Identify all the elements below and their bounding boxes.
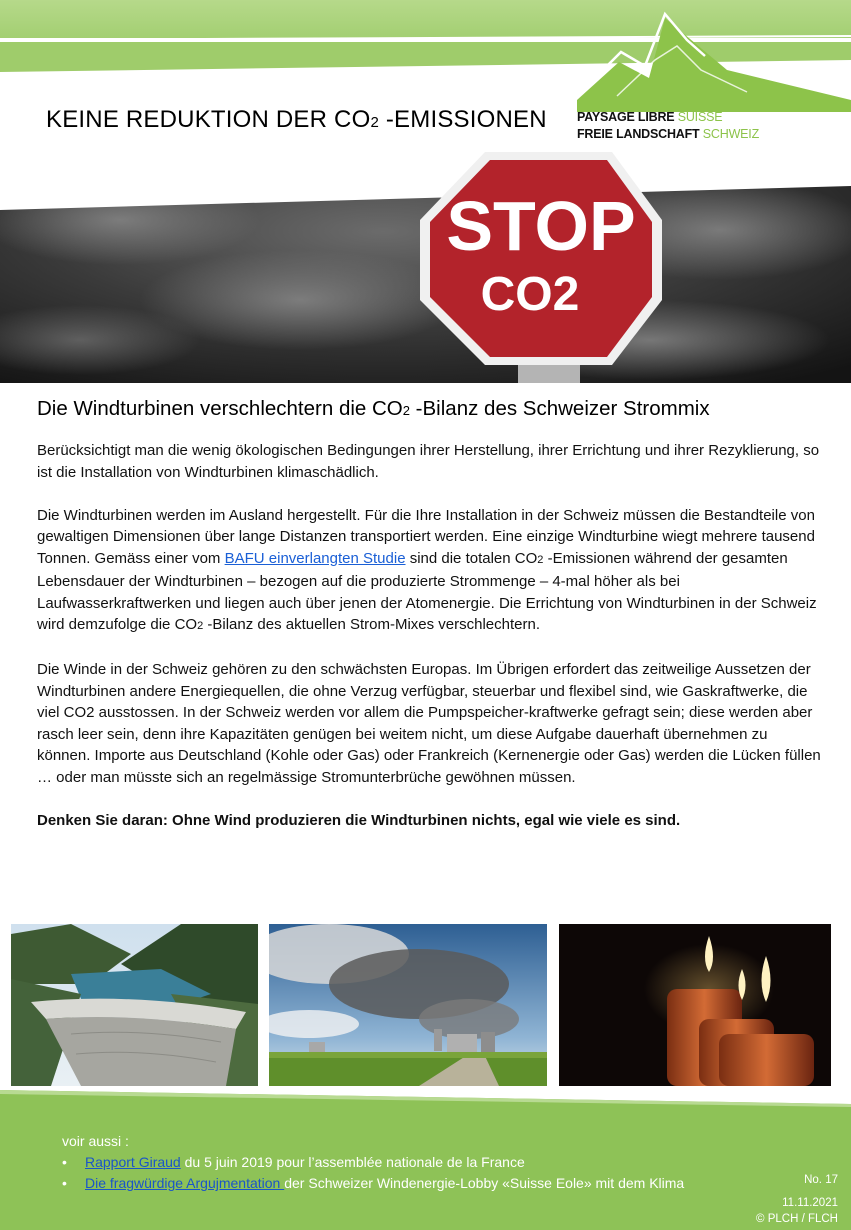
logo-text-line2: FREIE LANDSCHAFT SCHWEIZ <box>577 127 760 141</box>
stop-sign-co2-text: CO2 <box>480 268 580 321</box>
stop-sign-text: STOP <box>446 187 636 265</box>
footer-see-also <box>62 1131 762 1194</box>
see-also-label: voir aussi : <box>62 1133 129 1149</box>
article-heading: Die Windturbinen verschlechtern die CO2 -Bilanz des Schweizer Strommix <box>37 397 710 420</box>
see-also-list <box>62 1152 762 1194</box>
article-body <box>37 440 822 853</box>
page-title: KEINE REDUKTION DER CO2 -EMISSIONEN <box>46 106 547 133</box>
rapport-giraud-link[interactable]: Rapport Giraud <box>85 1154 181 1170</box>
paragraph-4-emphasis: Denken Sie daran: Ohne Wind produzieren die Windturbinen nichts, egal wie viele es sind. <box>37 811 681 829</box>
logo-text-line1: PAYSAGE LIBRE SUISSE <box>577 110 723 124</box>
paragraph-2: Die Windturbinen werden im Ausland hergestellt. Für die Ihre Installation in der Schweiz müssen die Bestandteile von gewaltigen Dimensionen über lange Distanzen transportiert werden. Eine einzige Windturbine wiegt mehrere tausend Tonnen. Gemäss einer vom BAFU einverlangten Studie sind die totalen CO2 -Emissionen während der gesamten Lebensdauer der Windturbinen – bezogen auf die produzierte Strommenge – 4-mal höher als bei Laufwasserkraftwerken und liegen auch über jenen der Atomenergie. Die Errichtung von Windturbinen in der Schweiz wird demzufolge die CO2 -Bilanz des aktuellen Strom-Mixes verschlechtern. <box>37 506 817 633</box>
document-date: 11.11.2021 <box>782 1197 838 1209</box>
list-item: • Die fragwürdige Argujmentation der Schweizer Windenergie-Lobby «Suisse Eole» mit dem Klima <box>62 1173 762 1194</box>
argumentation-link[interactable]: Die fragwürdige Argujmentation <box>85 1175 285 1191</box>
footer-meta <box>756 1172 838 1227</box>
hero-stop-co2-image <box>0 150 851 383</box>
bafu-study-link[interactable]: BAFU einverlangten Studie <box>224 549 406 567</box>
document-number: No. 17 <box>804 1174 838 1186</box>
power-plant-photo <box>269 924 547 1086</box>
paragraph-3: Die Winde in der Schweiz gehören zu den schwächsten Europas. Im Übrigen erfordert das zeitweilige Aussetzen der Windturbinen andere Energiequellen, die ohne Verzug verfügbar, steuerbar und flexibel sind, wie Gaskraftwerke, die viel CO2 ausstossen. In der Schweiz werden vor allem die Pumpspeicher-kraftwerke gefragt sein; diese werden aber rasch leer sein, denn ihre Kapazitäten genügen bei weitem nicht, um diese Aufgabe dauerhaft übernehmen zu können. Importe aus Deutschland (Kohle oder Gas) oder Frankreich (Kernenergie oder Gas) werden die Lücken füllen … oder man müsste sich an regelmässige Stromunterbrüche gewöhnen müssen. <box>37 661 821 786</box>
paragraph-1: Berücksichtigt man die wenig ökologischen Bedingungen ihrer Herstellung, ihrer Errichtung und ihrer Rezyklierung, so ist die Installation von Windturbinen klimaschädlich. <box>37 442 820 481</box>
candles-photo <box>559 924 831 1086</box>
dam-photo <box>11 924 258 1086</box>
copyright: © PLCH / FLCH <box>756 1213 838 1225</box>
list-item: • Rapport Giraud du 5 juin 2019 pour l’assemblée nationale de la France <box>62 1152 762 1173</box>
